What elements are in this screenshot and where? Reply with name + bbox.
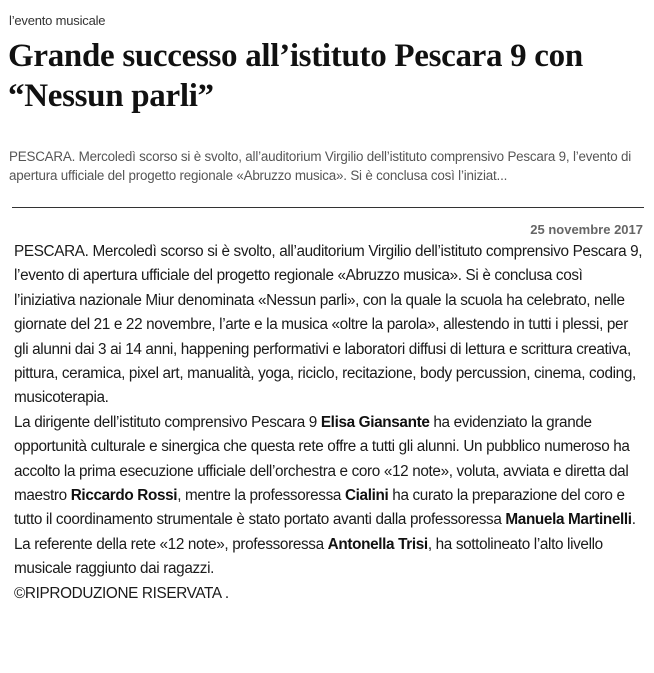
person-name: Antonella Trisi xyxy=(327,535,428,553)
paragraph-text: , mentre la professoressa xyxy=(177,487,345,505)
person-name: Manuela Martinelli xyxy=(505,511,632,529)
person-name: Riccardo Rossi xyxy=(70,487,178,505)
person-name: Elisa Giansante xyxy=(320,413,430,431)
paragraph-text: . xyxy=(631,511,636,529)
body-paragraph-1: PESCARA. Mercoledì scorso si è svolto, all’auditorium Virgilio dell’istituto comprensivo Pescara 9, l’evento di apertura ufficiale del progetto regionale «Abruzzo musica». Si è conclusa così l’iniziativa nazionale Miur denominata «Nessun parli», con la quale la scuola ha celebrato, nelle giornate del 21 e 22 novembre, l’arte e la musica «oltre la parola», allestendo in tutti i plessi, per gli alunni dai 3 ai 14 anni, happening performativi e laboratori diffusi di lettura e scrittura creativa, pittura, ceramica, pixel art, manualità, yoga, riciclo, recitazione, body percussion, cinema, coding, musicoterapia. xyxy=(14,243,643,407)
article-date: 25 novembre 2017 xyxy=(530,222,643,237)
body-paragraph-3 xyxy=(14,533,644,582)
paragraph-text: ha evidenziato la grande opportunità culturale e sinergica che questa rete offre a tutti gli alunni. Un pubblico numeroso ha accolto la prima esecuzione ufficiale dell’orchestra e coro «12 note», voluta, avviata e diretta dal maestro xyxy=(14,413,630,505)
paragraph-text: ha curato la preparazione del coro e tutto il coordinamento strumentale è stato portato avanti dalla professoressa xyxy=(14,487,625,529)
paragraph-text: La referente della rete «12 note», professoressa xyxy=(14,535,328,553)
divider xyxy=(12,207,644,208)
body-paragraph-2 xyxy=(14,411,644,533)
article-kicker: l’evento musicale xyxy=(9,13,106,28)
copyright-notice: ©RIPRODUZIONE RISERVATA . xyxy=(14,584,229,602)
person-name: Cialini xyxy=(344,487,389,505)
article-summary: PESCARA. Mercoledì scorso si è svolto, all’auditorium Virgilio dell’istituto comprensivo Pescara 9, l’evento di apertura ufficiale del progetto regionale «Abruzzo musica». Si è conclusa così l’iniziat... xyxy=(9,149,632,183)
paragraph-text: , ha sottolineato l’alto livello musicale raggiunto dai ragazzi. xyxy=(14,535,603,578)
paragraph-text: La dirigente dell’istituto comprensivo Pescara 9 xyxy=(14,413,321,431)
article-headline: Grande successo all’istituto Pescara 9 con “Nessun parli” xyxy=(8,38,583,114)
article-body xyxy=(14,240,644,606)
